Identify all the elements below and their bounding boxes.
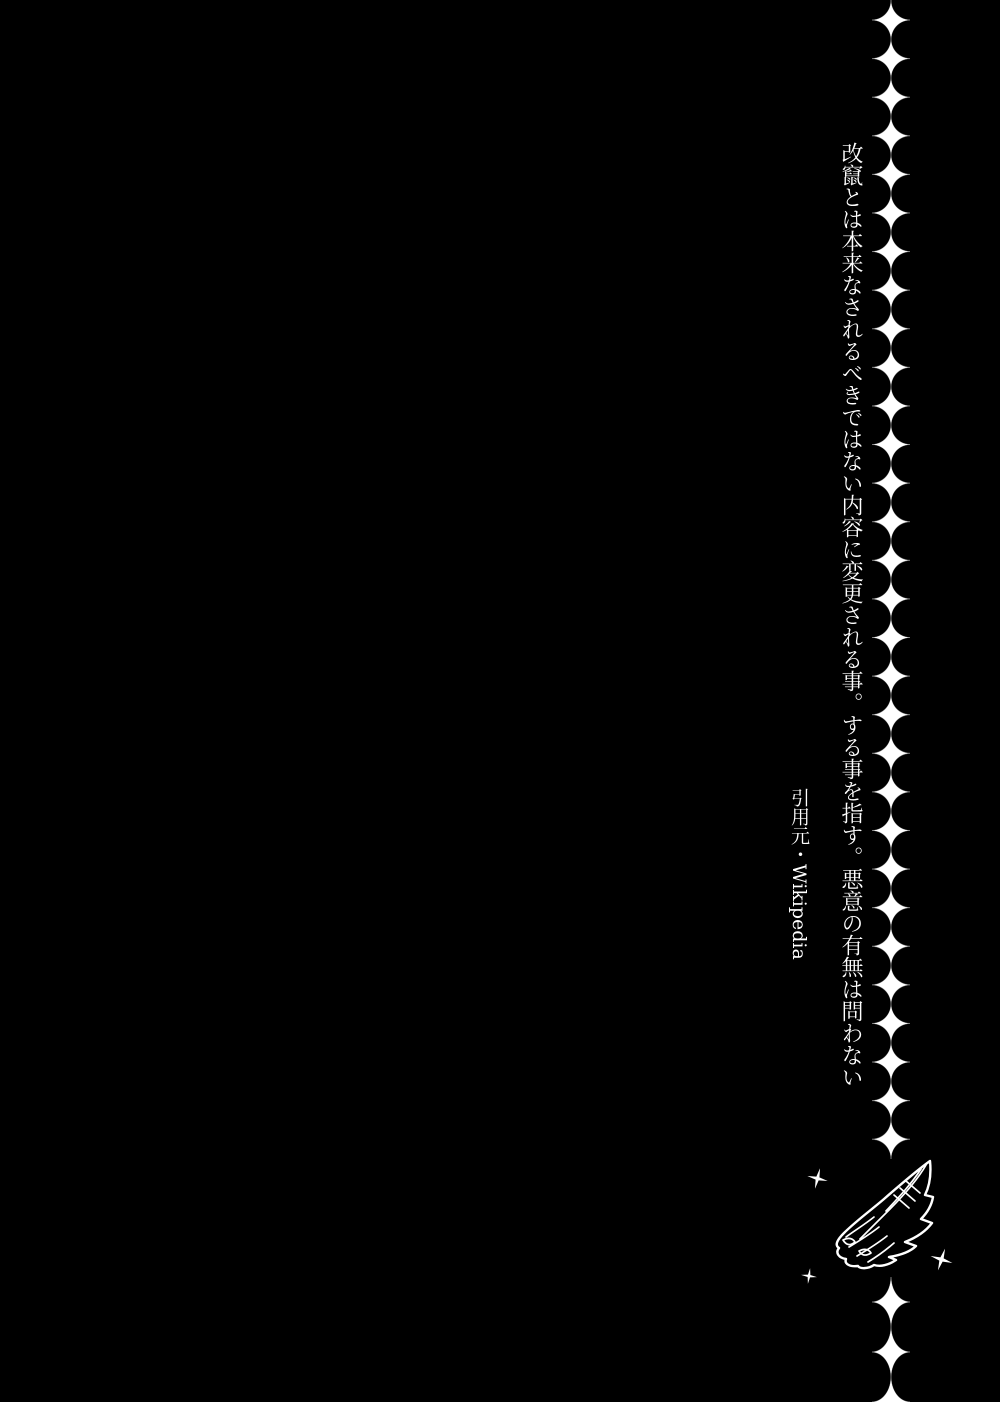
diamond-chain-icon bbox=[872, 0, 910, 1159]
quote-text: 改竄とは本来なされるべきではない内容に変更される事。する事を指す。悪意の有無は問わない bbox=[838, 142, 863, 1088]
wing-icon bbox=[832, 1155, 938, 1271]
quote-source: 引用元・Wikipedia bbox=[788, 788, 810, 960]
diamond-chain-icon bbox=[872, 1277, 910, 1402]
sparkle-icon bbox=[800, 1267, 818, 1285]
sparkle-icon bbox=[805, 1166, 830, 1191]
